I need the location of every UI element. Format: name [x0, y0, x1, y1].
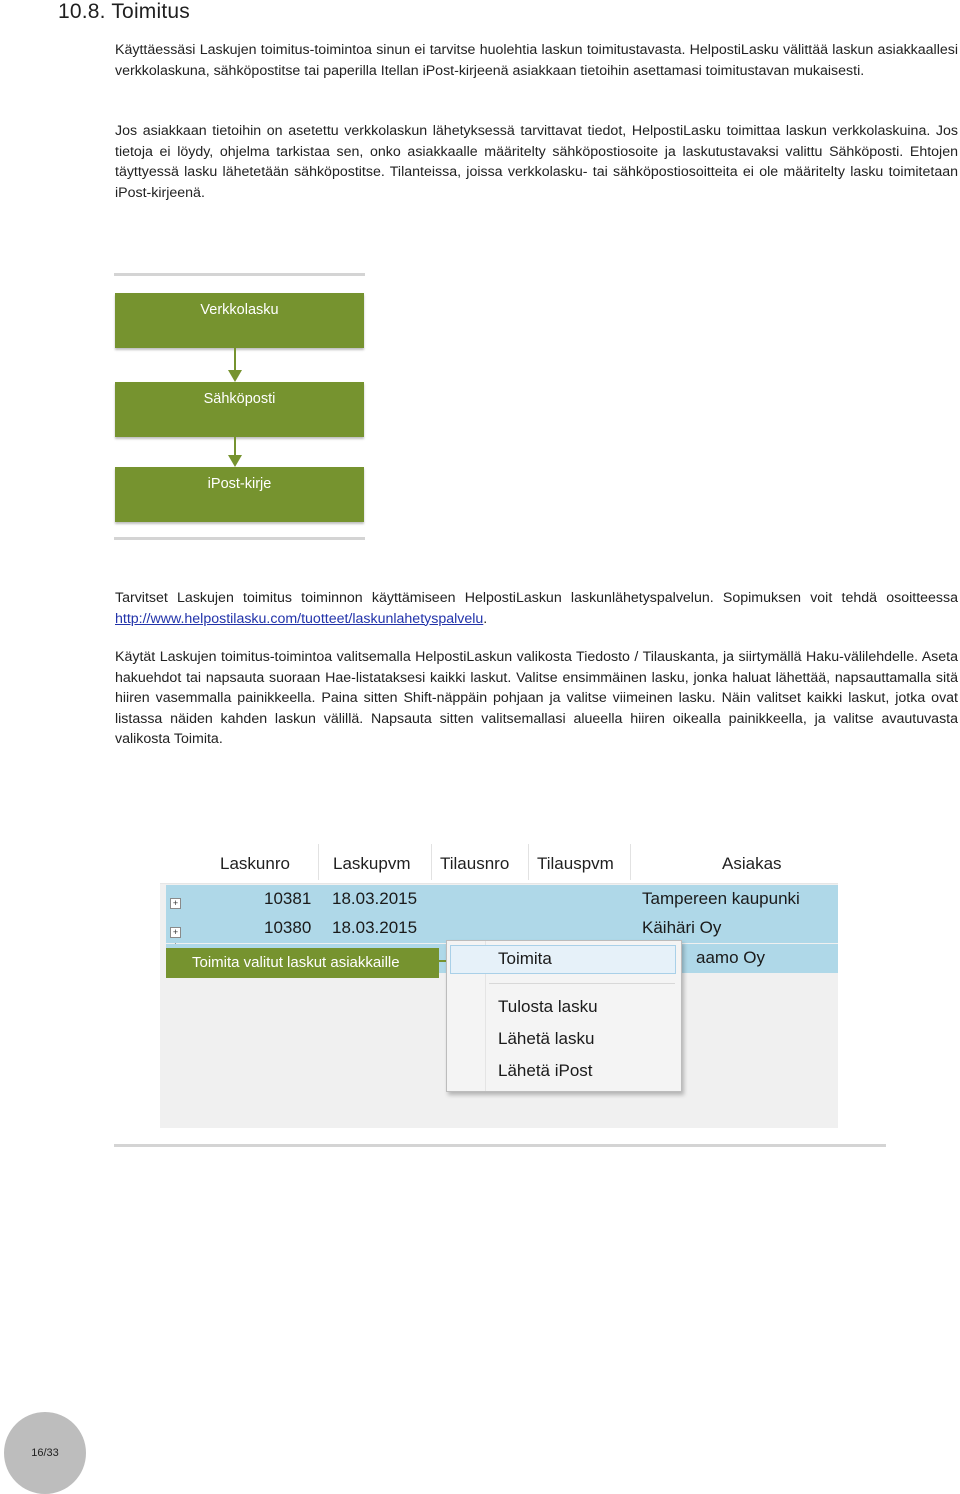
screenshot-bottom-rule	[114, 1144, 886, 1147]
cell-laskupvm: 18.03.2015	[332, 889, 418, 908]
cell-asiakas: Käihäri Oy	[642, 918, 722, 937]
column-tilauspvm[interactable]: Tilauspvm	[537, 854, 614, 873]
page-number-badge	[4, 1412, 86, 1494]
menu-separator	[489, 983, 675, 984]
section-heading: 10.8. Toimitus	[58, 0, 190, 23]
callout-text: Toimita valitut laskut asiakkaille	[192, 954, 400, 971]
flow-step-label: Sähköposti	[203, 390, 276, 407]
cell-laskunro: 10381	[264, 889, 312, 908]
expand-plus-icon[interactable]: +	[170, 898, 181, 909]
paragraph-instructions: Käytät Laskujen toimitus-toimintoa valitsemalla HelpostiLaskun valikosta Tiedosto / Tilauskanta, ja siirtymällä Haku-välilehdelle. Aseta hakuehdot tai napsauta suoraan Hae-listataksesi kaikki laskut. Valitse ensimmäinen lasku, jonka haluat lähettää, napsauttamalla sitä hiiren vasemmalla painikkeella. Paina sitten Shift-näppäin pohjaan ja valitse viimeinen lasku. Näin valitset kaikki laskut, jotka ovat listassa näiden kahden laskun välillä. Napsauta sitten valitsemallasi alueella hiiren oikealla painikkeella, ja valitse avautuvasta valikosta Toimita.	[115, 649, 958, 748]
column-divider	[630, 844, 631, 880]
cell-asiakas: Tampereen kaupunki	[642, 889, 800, 908]
service-text-end: .	[483, 610, 488, 627]
column-asiakas[interactable]: Asiakas	[722, 854, 782, 873]
column-laskupvm[interactable]: Laskupvm	[333, 854, 411, 873]
column-divider	[431, 844, 432, 880]
paragraph-delivery-logic: Jos asiakkaan tietoihin on asetettu verkkolaskun lähetyksessä tarvittavat tiedot, HelpostiLasku toimittaa laskun verkkolaskuina. Jos tietoja ei löydy, ohjelma tarkistaa sen, onko asiakkaalle määritelty sähköpostiosoite ja laskutustavaksi valittu Sähköposti. Ehtojen täyttyessä lasku lähetetään sähköpostitse. Tilanteissa, joissa verkkolasku- tai sähköpostiosoitteita ei ole määritelty lasku toimitetaan iPost-kirjeenä.	[115, 123, 958, 201]
diagram-top-rule	[114, 273, 365, 276]
table-row[interactable]	[166, 914, 838, 943]
menu-item-laheta-ipost[interactable]: Lähetä iPost	[498, 1061, 593, 1080]
menu-item-toimita[interactable]	[450, 945, 676, 974]
flow-arrow-down-icon	[228, 437, 242, 467]
menu-item-tulosta-lasku[interactable]: Tulosta lasku	[498, 997, 598, 1016]
cell-laskunro: 10380	[264, 918, 312, 937]
table-header	[160, 836, 838, 884]
context-menu	[446, 940, 682, 1092]
menu-item-label: Toimita	[498, 949, 552, 968]
column-laskunro[interactable]: Laskunro	[220, 854, 290, 873]
page-number: 16/33	[31, 1447, 59, 1459]
column-divider	[318, 844, 319, 880]
column-divider	[528, 844, 529, 880]
flow-step-sahkoposti	[115, 382, 364, 437]
cell-asiakas: aamo Oy	[696, 948, 765, 967]
menu-item-laheta-lasku[interactable]: Lähetä lasku	[498, 1029, 595, 1048]
flow-step-ipost-kirje	[115, 467, 364, 522]
invoice-list-screenshot	[160, 836, 838, 1128]
diagram-bottom-rule	[114, 537, 365, 540]
column-tilausnro[interactable]: Tilausnro	[440, 854, 510, 873]
service-link[interactable]: http://www.helpostilasku.com/tuotteet/laskunlahetyspalvelu	[115, 610, 484, 627]
paragraph-intro: Käyttäessäsi Laskujen toimitus-toimintoa sinun ei tarvitse huolehtia laskun toimitustavasta. HelpostiLasku välittää laskun asiakkaallesi verkkolaskuna, sähköpostitse tai paperilla Itellan iPost-kirjeenä asiakkaan tietoihin asettamasi toimitustavan mukaisesti.	[115, 42, 958, 79]
flow-arrow-down-icon	[228, 348, 242, 382]
flow-step-verkkolasku	[115, 293, 364, 348]
table-row[interactable]	[166, 885, 838, 914]
paragraph-service-requirement	[115, 588, 958, 629]
flow-step-label: Verkkolasku	[200, 301, 279, 318]
service-text: Tarvitset Laskujen toimitus toiminnon käyttämiseen HelpostiLaskun laskunlähetyspalvelun. Sopimuksen voit tehdä osoitteessa	[115, 590, 958, 606]
flow-step-label: iPost-kirje	[207, 475, 272, 492]
cell-laskupvm: 18.03.2015	[332, 918, 418, 937]
callout-label	[166, 948, 439, 978]
expand-plus-icon[interactable]: +	[170, 927, 181, 938]
